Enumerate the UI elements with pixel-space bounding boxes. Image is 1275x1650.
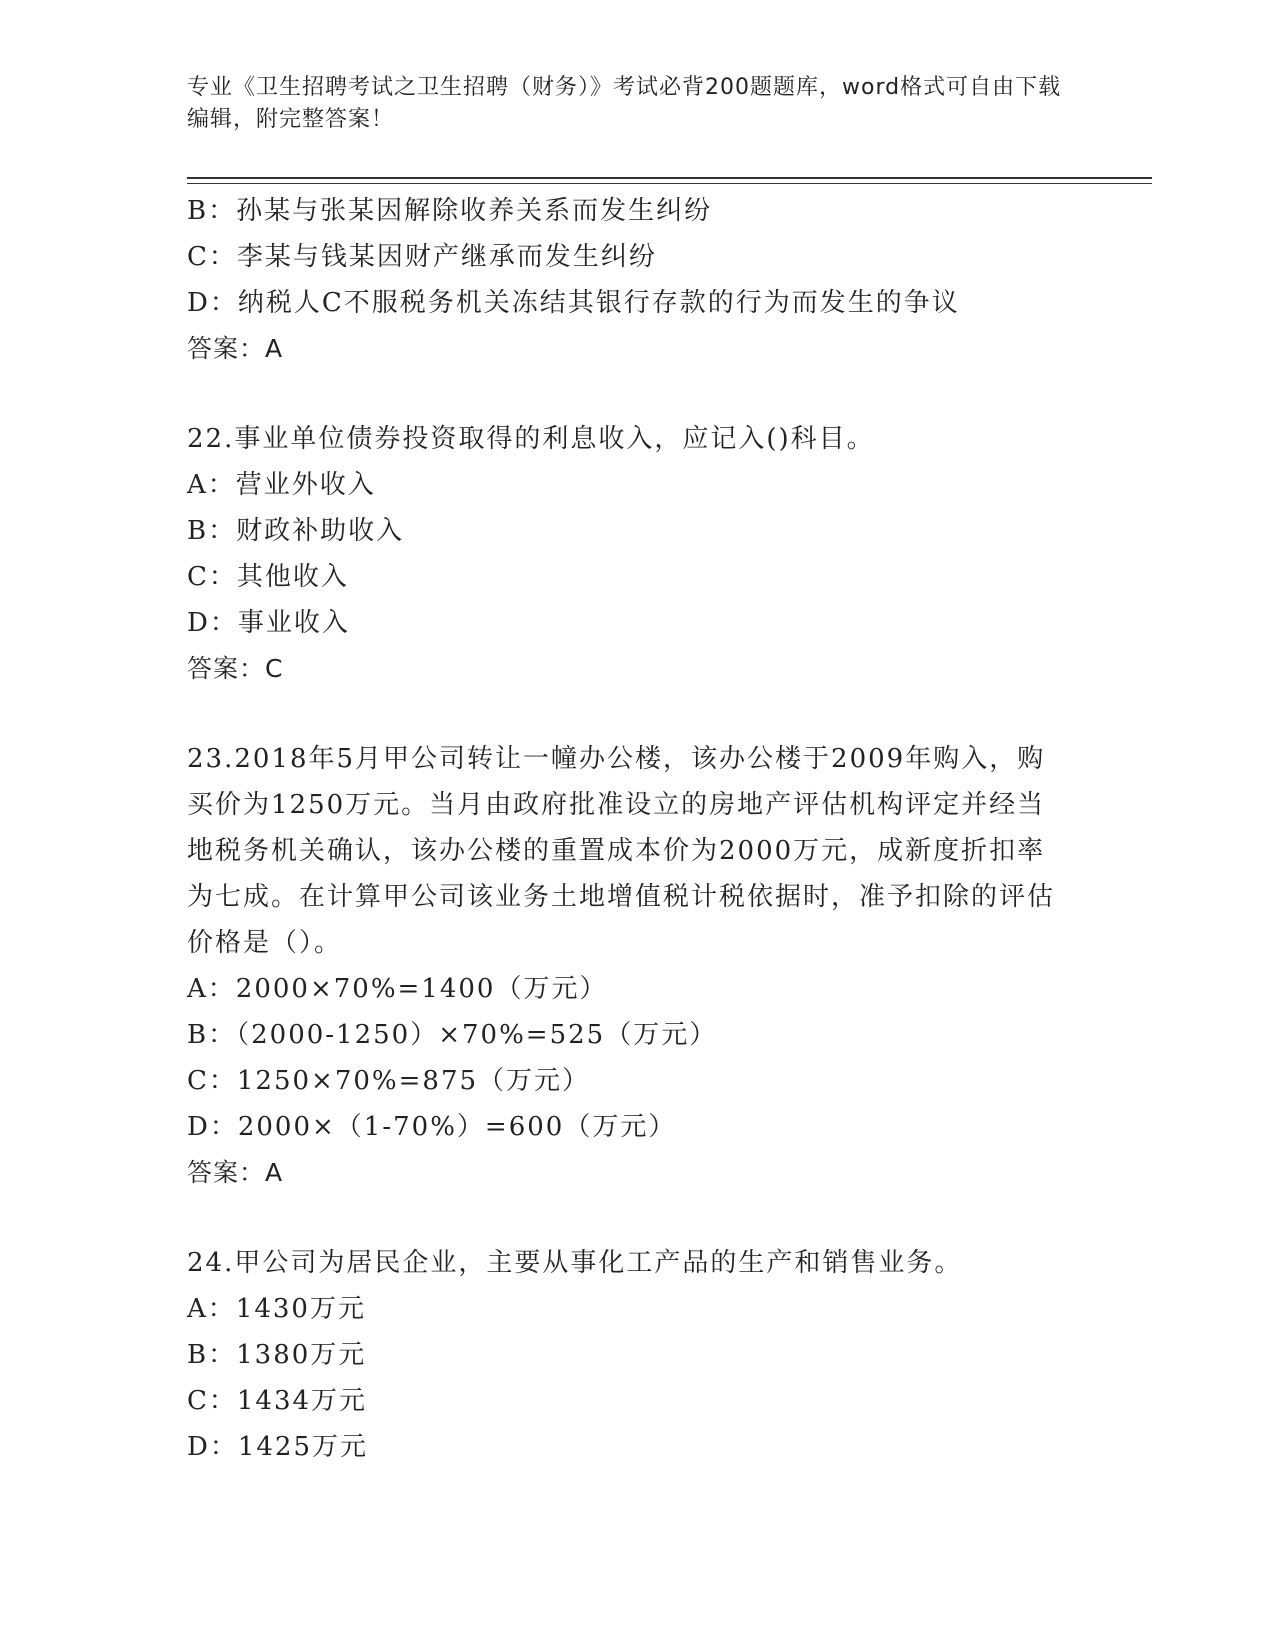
option-c: C：其他收入 xyxy=(187,562,349,592)
question-stem: 22.事业单位债券投资取得的利息收入，应记入()科目。 xyxy=(187,424,875,454)
document-body xyxy=(187,188,1087,1470)
question-23 xyxy=(187,736,1087,1196)
page-header: 专业《卫生招聘考试之卫生招聘（财务）》考试必背200题题库，word格式可自由下载编辑，附完整答案！ xyxy=(187,75,1062,132)
option-d: D：纳税人C不服税务机关冻结其银行存款的行为而发生的争议 xyxy=(187,288,960,318)
option-a: A：2000×70%=1400（万元） xyxy=(187,974,608,1004)
option-c: C：李某与钱某因财产继承而发生纠纷 xyxy=(187,242,657,272)
option-b: B：1380万元 xyxy=(187,1340,367,1370)
question-stem: 23.2018年5月甲公司转让一幢办公楼，该办公楼于2009年购入，购买价为1250万元。当月由政府批准设立的房地产评估机构评定并经当地税务机关确认，该办公楼的重置成本价为2000万元，成新度折扣率为七成。在计算甲公司该业务土地增值税计税依据时，准予扣除的评估价格是（）。 xyxy=(187,744,1056,958)
header-rule-thick xyxy=(187,177,1152,179)
option-a: A：营业外收入 xyxy=(187,470,376,500)
header-rule-thin xyxy=(187,183,1152,184)
option-d: D：事业收入 xyxy=(187,608,350,638)
question-stem: 24.甲公司为居民企业，主要从事化工产品的生产和销售业务。 xyxy=(187,1248,963,1278)
answer: 答案：A xyxy=(187,334,284,363)
option-c: C：1250×70%=875（万元） xyxy=(187,1066,591,1096)
question-21 xyxy=(187,188,1087,372)
option-d: D：1425万元 xyxy=(187,1432,369,1462)
option-b: B：孙某与张某因解除收养关系而发生纠纷 xyxy=(187,196,713,226)
option-a: A：1430万元 xyxy=(187,1294,366,1324)
answer: 答案：A xyxy=(187,1158,284,1187)
option-b: B：（2000-1250）×70%=525（万元） xyxy=(187,1020,718,1050)
answer: 答案：C xyxy=(187,654,284,683)
option-d: D：2000×（1-70%）=600（万元） xyxy=(187,1112,677,1142)
question-24 xyxy=(187,1240,1087,1470)
option-b: B：财政补助收入 xyxy=(187,516,405,546)
question-22 xyxy=(187,416,1087,692)
option-c: C：1434万元 xyxy=(187,1386,368,1416)
